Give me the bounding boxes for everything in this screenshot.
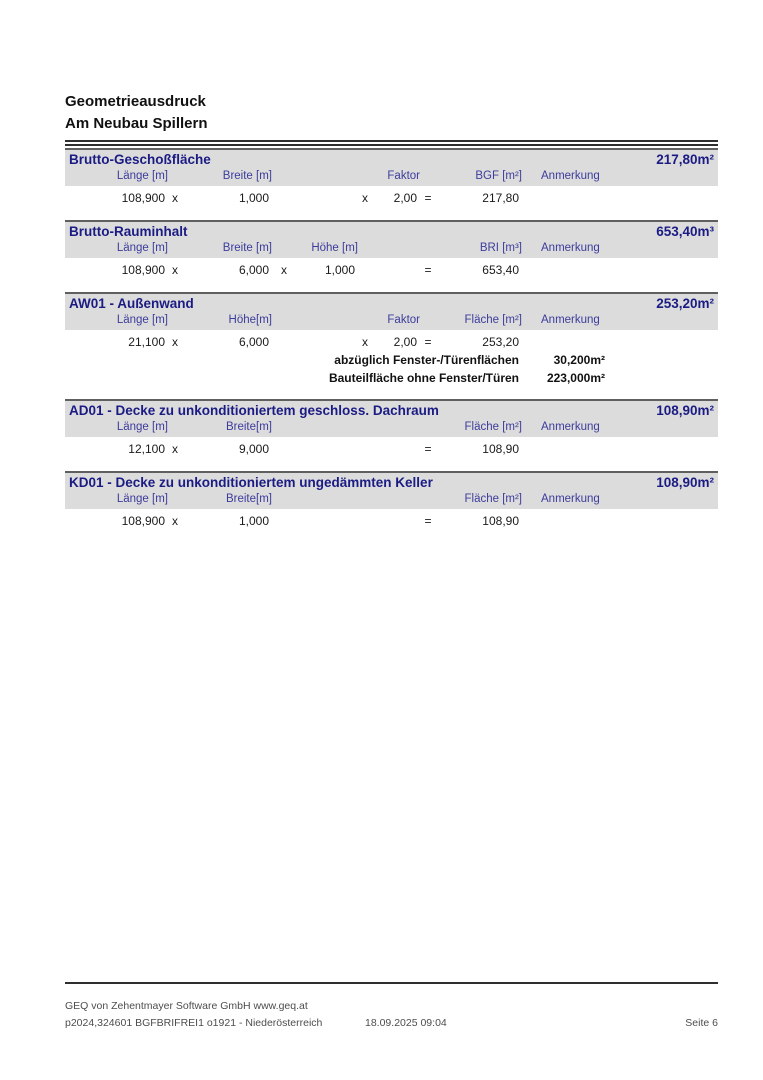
column-header-row bbox=[68, 491, 715, 508]
deduction-value: 30,200m² bbox=[553, 353, 605, 367]
col-header-laenge: Länge [m] bbox=[116, 493, 168, 505]
breite-value: 1,000 bbox=[238, 514, 269, 528]
net-area-row bbox=[65, 370, 718, 388]
hoehe-value: 6,000 bbox=[238, 335, 269, 349]
section-title: Brutto-Geschoßfläche bbox=[69, 152, 211, 167]
multiply-operator: x bbox=[172, 263, 178, 277]
col-header-laenge: Länge [m] bbox=[116, 170, 168, 182]
equals-operator: = bbox=[424, 335, 432, 349]
section-total: 217,80m² bbox=[656, 152, 714, 167]
column-header-row bbox=[68, 168, 715, 185]
data-row bbox=[65, 186, 718, 208]
page-title: Geometrieausdruck bbox=[65, 93, 206, 110]
col-header-hoehe: Höhe [m] bbox=[311, 242, 358, 254]
data-row bbox=[65, 437, 718, 459]
column-header-row bbox=[68, 419, 715, 436]
section-kd01-decke-keller bbox=[65, 471, 718, 531]
footer-datetime: 18.09.2025 09:04 bbox=[365, 1017, 447, 1029]
faktor-value: 2,00 bbox=[393, 335, 417, 349]
equals-operator: = bbox=[424, 514, 432, 528]
net-area-value: 223,000m² bbox=[546, 370, 605, 385]
section-total: 653,40m³ bbox=[656, 224, 714, 239]
col-header-bri: BRI [m³] bbox=[479, 242, 522, 254]
breite-value: 1,000 bbox=[238, 191, 269, 205]
footer-company: GEQ von Zehentmayer Software GmbH www.geq.at bbox=[65, 1000, 308, 1012]
net-area-label: Bauteilfläche ohne Fenster/Türen bbox=[328, 370, 519, 385]
section-total: 253,20m² bbox=[656, 296, 714, 311]
laenge-value: 12,100 bbox=[128, 442, 165, 456]
result-value: 108,90 bbox=[482, 442, 519, 456]
multiply-operator: x bbox=[362, 191, 368, 205]
section-title: AW01 - Außenwand bbox=[69, 296, 194, 311]
col-header-anmerkung: Anmerkung bbox=[541, 493, 600, 505]
laenge-value: 108,900 bbox=[121, 191, 165, 205]
col-header-laenge: Länge [m] bbox=[116, 421, 168, 433]
equals-operator: = bbox=[424, 191, 432, 205]
project-name: Am Neubau Spillern bbox=[65, 115, 208, 132]
result-value: 653,40 bbox=[482, 263, 519, 277]
col-header-anmerkung: Anmerkung bbox=[541, 242, 600, 254]
section-header-band bbox=[65, 471, 718, 509]
multiply-operator: x bbox=[172, 335, 178, 349]
col-header-flaeche: Fläche [m²] bbox=[464, 421, 522, 433]
equals-operator: = bbox=[424, 263, 432, 277]
data-row bbox=[65, 330, 718, 352]
section-header-band bbox=[65, 220, 718, 258]
col-header-flaeche: Fläche [m²] bbox=[464, 493, 522, 505]
multiply-operator: x bbox=[281, 263, 287, 277]
footer-page-number: Seite 6 bbox=[685, 1017, 718, 1029]
breite-value: 6,000 bbox=[238, 263, 269, 277]
col-header-anmerkung: Anmerkung bbox=[541, 314, 600, 326]
col-header-breite: Breite [m] bbox=[222, 170, 272, 182]
result-value: 108,90 bbox=[482, 514, 519, 528]
laenge-value: 108,900 bbox=[121, 514, 165, 528]
multiply-operator: x bbox=[172, 191, 178, 205]
section-total: 108,90m² bbox=[656, 403, 714, 418]
multiply-operator: x bbox=[362, 335, 368, 349]
laenge-value: 108,900 bbox=[121, 263, 165, 277]
section-brutto-geschossflaeche bbox=[65, 148, 718, 208]
col-header-laenge: Länge [m] bbox=[116, 242, 168, 254]
footer-project-code: p2024,324601 BGFBRIFREI1 o1921 - Niederösterreich bbox=[65, 1017, 323, 1029]
col-header-bgf: BGF [m²] bbox=[475, 170, 522, 182]
header-divider bbox=[65, 140, 718, 146]
data-row bbox=[65, 509, 718, 531]
col-header-laenge: Länge [m] bbox=[116, 314, 168, 326]
col-header-faktor: Faktor bbox=[387, 170, 420, 182]
data-row bbox=[65, 258, 718, 280]
col-header-anmerkung: Anmerkung bbox=[541, 170, 600, 182]
section-title: AD01 - Decke zu unkonditioniertem geschloss. Dachraum bbox=[69, 403, 439, 418]
deduction-row bbox=[65, 352, 718, 370]
laenge-value: 21,100 bbox=[128, 335, 165, 349]
col-header-hoehe: Höhe[m] bbox=[228, 314, 272, 326]
section-header-band bbox=[65, 399, 718, 437]
column-header-row bbox=[68, 312, 715, 329]
result-value: 253,20 bbox=[482, 335, 519, 349]
section-ad01-decke-dachraum bbox=[65, 399, 718, 459]
result-value: 217,80 bbox=[482, 191, 519, 205]
col-header-flaeche: Fläche [m²] bbox=[464, 314, 522, 326]
deduction-label: abzüglich Fenster-/Türenflächen bbox=[334, 353, 519, 367]
section-title: KD01 - Decke zu unkonditioniertem ungedämmten Keller bbox=[69, 475, 433, 490]
section-header-band bbox=[65, 292, 718, 330]
section-brutto-rauminhalt bbox=[65, 220, 718, 280]
section-header-band bbox=[65, 148, 718, 186]
col-header-anmerkung: Anmerkung bbox=[541, 421, 600, 433]
col-header-faktor: Faktor bbox=[387, 314, 420, 326]
section-aw01-aussenwand bbox=[65, 292, 718, 387]
col-header-breite: Breite[m] bbox=[225, 421, 272, 433]
col-header-breite: Breite[m] bbox=[225, 493, 272, 505]
hoehe-value: 1,000 bbox=[324, 263, 355, 277]
section-total: 108,90m² bbox=[656, 475, 714, 490]
col-header-breite: Breite [m] bbox=[222, 242, 272, 254]
breite-value: 9,000 bbox=[238, 442, 269, 456]
footer-divider bbox=[65, 982, 718, 984]
section-title: Brutto-Rauminhalt bbox=[69, 224, 188, 239]
page-footer bbox=[65, 982, 718, 1032]
page-content bbox=[65, 92, 718, 543]
multiply-operator: x bbox=[172, 442, 178, 456]
faktor-value: 2,00 bbox=[393, 191, 417, 205]
equals-operator: = bbox=[424, 442, 432, 456]
column-header-row bbox=[68, 240, 715, 257]
multiply-operator: x bbox=[172, 514, 178, 528]
